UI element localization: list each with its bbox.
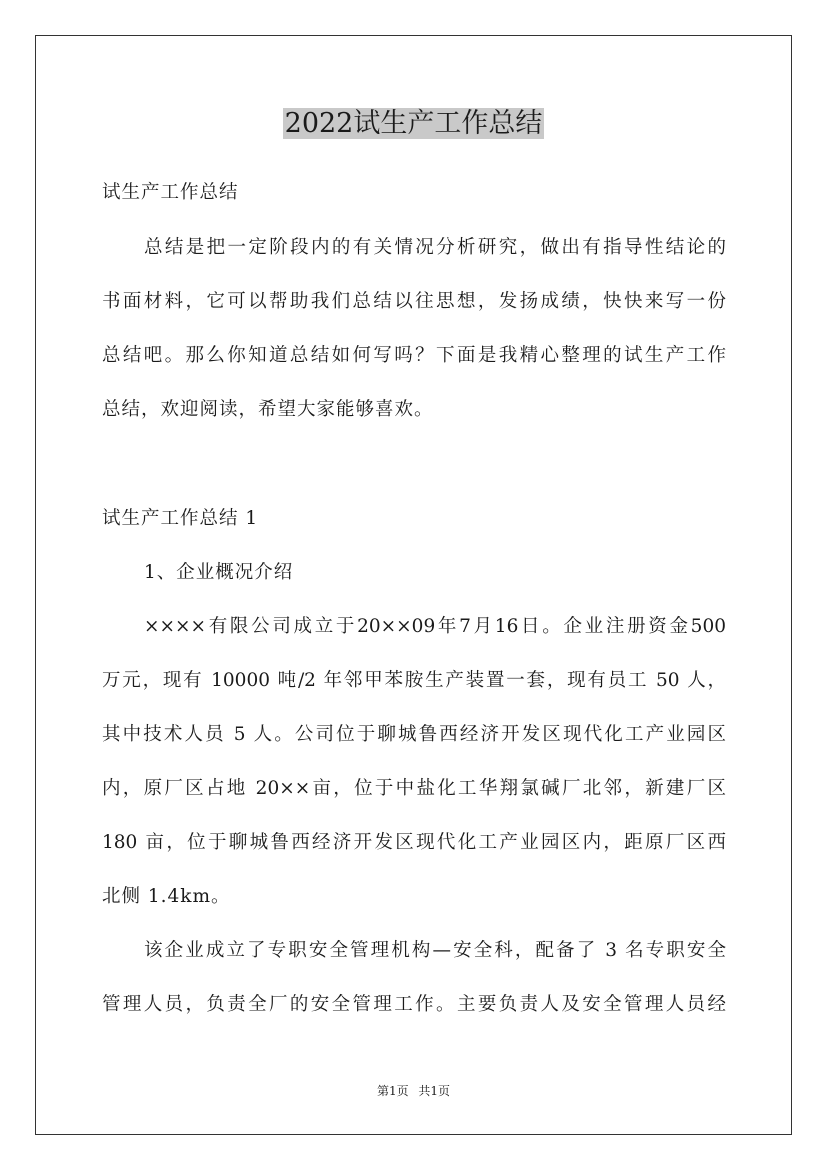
doc-heading: 试生产工作总结: [102, 182, 239, 203]
section-heading: 试生产工作总结 1: [102, 508, 259, 529]
para1-line-3: 其中技术人员 5 人。公司位于聊城鲁西经济开发区现代化工产业园区: [102, 724, 726, 745]
para1-line-6: 北侧 1.4km。: [102, 886, 231, 907]
document-title-text: 2022试生产工作总结: [284, 108, 543, 139]
intro-line-1: 总结是把一定阶段内的有关情况分析研究，做出有指导性结论的: [144, 237, 726, 258]
para2-line-2: 管理人员，负责全厂的安全管理工作。主要负责人及安全管理人员经: [102, 994, 726, 1015]
intro-line-2: 书面材料，它可以帮助我们总结以往思想，发扬成绩，快快来写一份: [102, 291, 726, 312]
para1-line-4: 内，原厂区占地 20××亩，位于中盐化工华翔氯碱厂北邻，新建厂区: [102, 778, 726, 799]
para1-line-2: 万元，现有 10000 吨/2 年邻甲苯胺生产装置一套，现有员工 50 人，: [102, 670, 726, 691]
document-title: [0, 104, 827, 144]
para1-line-5: 180 亩，位于聊城鲁西经济开发区现代化工产业园区内，距原厂区西: [102, 832, 726, 853]
intro-line-4: 总结，欢迎阅读，希望大家能够喜欢。: [102, 399, 434, 420]
subsection-heading: 1、企业概况介绍: [144, 562, 294, 583]
para1-line-1: ××××有限公司成立于20××09年7月16日。企业注册资金500: [144, 616, 726, 637]
para2-line-1: 该企业成立了专职安全管理机构—安全科，配备了 3 名专职安全: [144, 940, 726, 961]
intro-line-3: 总结吧。那么你知道总结如何写吗？下面是我精心整理的试生产工作: [102, 345, 726, 366]
page-footer: 第1页 共1页: [376, 1084, 451, 1098]
